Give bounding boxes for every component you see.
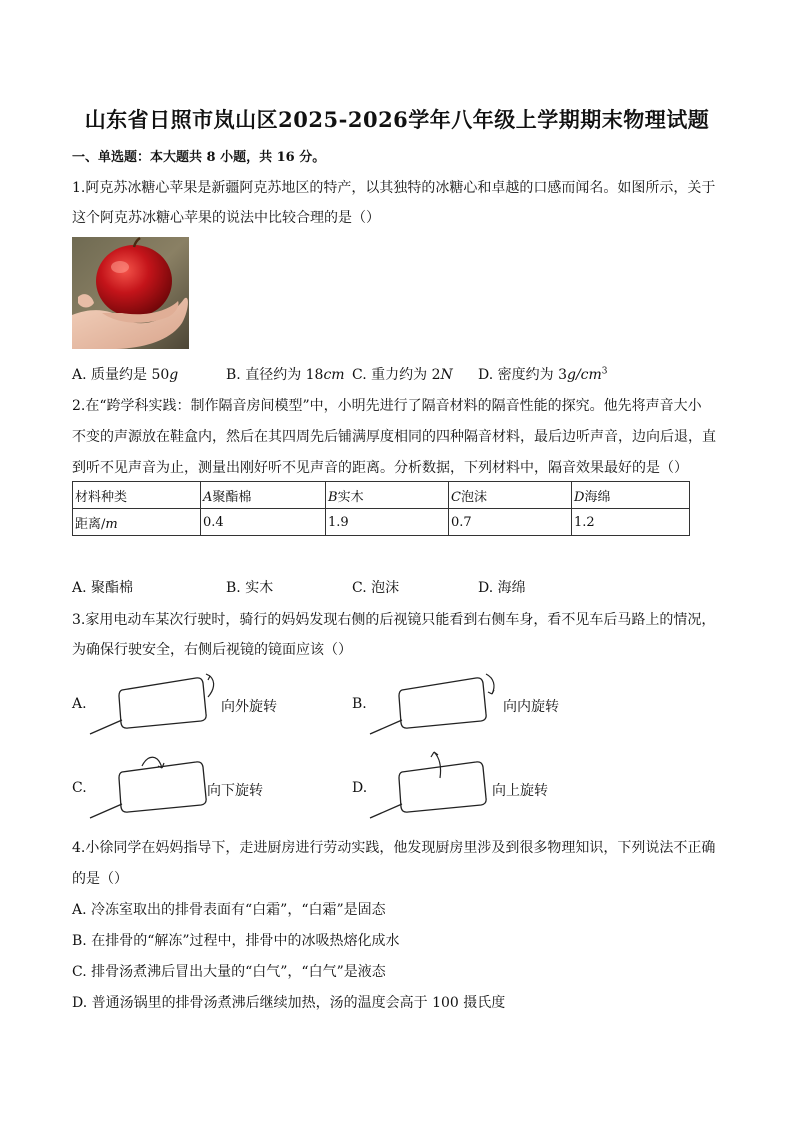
q1-option-a-text: A. 质量约是 50 <box>72 367 170 383</box>
q1-option-d-text: D. 密度约为 3 <box>478 367 567 383</box>
col-name: 实木 <box>337 489 364 505</box>
q2-option-a[interactable]: A. 聚酯棉 <box>72 580 134 596</box>
q2-option-b[interactable]: B. 实木 <box>226 580 274 596</box>
q2-text-line1: 2.在“跨学科实践：制作隔音房间模型”中，小明先进行了隔音材料的隔音性能的探究。他先将声音大小 <box>72 398 702 414</box>
mirror-rotate-down-diagram <box>88 752 218 822</box>
table-cell: 1.2 <box>572 509 690 536</box>
row-label-unit: m <box>105 516 118 532</box>
table-row <box>73 509 690 536</box>
q1-option-a-unit: g <box>169 367 179 383</box>
col-letter: A <box>203 489 213 505</box>
q2-text-line3: 到听不见声音为止，测量出刚好听不见声音的距离。分析数据，下列材料中，隔音效果最好的是（） <box>72 460 688 476</box>
table-cell: 0.7 <box>449 509 572 536</box>
mirror-rotate-up-diagram <box>368 750 498 822</box>
q1-text-line2: 这个阿克苏冰糖心苹果的说法中比较合理的是（） <box>72 210 380 226</box>
q4-text-line1: 4.小徐同学在妈妈指导下，走进厨房进行劳动实践，他发现厨房里涉及到很多物理知识，下列说法不正确 <box>72 840 716 856</box>
table-cell <box>326 482 449 509</box>
q1-option-b-unit: cm <box>323 367 345 383</box>
q3-label-c: 向下旋转 <box>207 783 263 799</box>
col-letter: D <box>574 489 585 505</box>
q3-option-a[interactable]: A. <box>72 696 87 712</box>
q4-option-d[interactable]: D. 普通汤锅里的排骨汤煮沸后继续加热，汤的温度会高于 100 摄氏度 <box>72 995 506 1011</box>
col-letter: B <box>328 489 338 505</box>
q4-text-line2: 的是（） <box>72 871 128 887</box>
q3-label-b: 向内旋转 <box>503 699 559 715</box>
table-cell <box>449 482 572 509</box>
q3-text-line1: 3.家用电动车某次行驶时，骑行的妈妈发现右侧的后视镜只能看到右侧车身，看不见车后马路上的情况， <box>72 612 716 628</box>
mirror-rotate-inward-diagram <box>368 670 508 738</box>
table-row <box>73 482 690 509</box>
col-name: 泡沫 <box>460 489 487 505</box>
col-letter: C <box>451 489 461 505</box>
q1-option-c-unit: N <box>440 367 453 383</box>
q4-option-c[interactable]: C. 排骨汤煮沸后冒出大量的“白气”，“白气”是液态 <box>72 964 386 980</box>
table-header-cell: 材料种类 <box>73 482 201 509</box>
table-cell: 1.9 <box>326 509 449 536</box>
q3-option-c[interactable]: C. <box>72 780 87 796</box>
table-cell: 0.4 <box>201 509 326 536</box>
q3-text-line2: 为确保行驶安全，右侧后视镜的镜面应该（） <box>72 642 352 658</box>
q3-label-a: 向外旋转 <box>221 699 277 715</box>
q1-text-line1: 1.阿克苏冰糖心苹果是新疆阿克苏地区的特产，以其独特的冰糖心和卓越的口感而闻名。如图所示，关于 <box>72 180 716 196</box>
col-name: 海绵 <box>584 489 611 505</box>
row-label-text: 距离/ <box>75 516 106 532</box>
table-row-label <box>73 509 201 536</box>
q1-option-b[interactable] <box>226 364 345 384</box>
q2-option-d[interactable]: D. 海绵 <box>478 580 526 596</box>
q1-option-c[interactable] <box>352 364 453 384</box>
q2-option-c[interactable]: C. 泡沫 <box>352 580 400 596</box>
apple-in-hand-image <box>72 237 189 349</box>
q3-option-b[interactable]: B. <box>352 696 367 712</box>
material-table <box>72 481 690 536</box>
table-cell <box>572 482 690 509</box>
col-name: 聚酯棉 <box>212 489 252 505</box>
mirror-rotate-outward-diagram <box>88 670 228 738</box>
q2-text-line2: 不变的声源放在鞋盒内，然后在其四周先后铺满厚度相同的四种隔音材料，最后边听声音，边向后退，直 <box>72 429 716 445</box>
q1-option-a[interactable] <box>72 364 178 384</box>
q4-option-b[interactable]: B. 在排骨的“解冻”过程中，排骨中的冰吸热熔化成水 <box>72 933 400 949</box>
q1-option-d[interactable] <box>478 364 608 384</box>
section-heading: 一、单选题：本大题共 8 小题，共 16 分。 <box>72 150 326 165</box>
table-cell <box>201 482 326 509</box>
q1-option-d-unit: g/cm <box>566 367 602 383</box>
q3-option-d[interactable]: D. <box>352 780 368 796</box>
q1-option-b-text: B. 直径约为 18 <box>226 367 324 383</box>
q3-label-d: 向上旋转 <box>492 783 548 799</box>
q4-option-a[interactable]: A. 冷冻室取出的排骨表面有“白霜”，“白霜”是固态 <box>72 902 386 918</box>
page-title: 山东省日照市岚山区2025-2026学年八年级上学期期末物理试题 <box>84 107 710 132</box>
q1-option-c-text: C. 重力约为 2 <box>352 367 441 383</box>
q1-option-d-sup: 3 <box>601 366 608 377</box>
